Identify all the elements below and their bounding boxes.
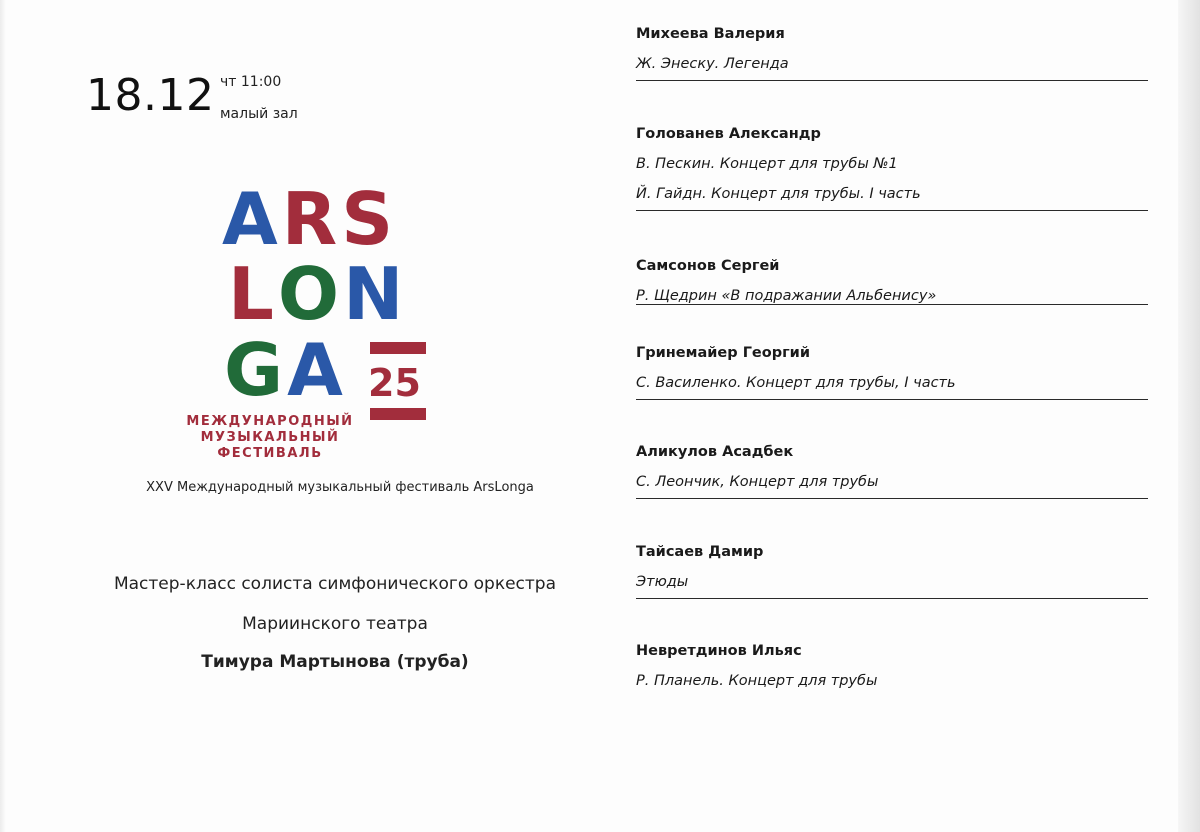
concert-time-venue [220,66,298,130]
performer-work: Этюды [636,574,689,590]
logo-letter: N [343,252,408,336]
logo-letter: G [224,328,288,412]
divider [636,304,1148,305]
logo-bar-top [370,342,426,354]
divider [636,80,1148,81]
performer-name: Тайсаев Дамир [636,544,764,560]
performer-work: С. Леончик, Концерт для трубы [636,474,879,490]
logo-letter: R [281,177,342,261]
divider [636,498,1148,499]
page-edge-left [0,0,6,832]
performer-name: Аликулов Асадбек [636,444,794,460]
logo-letter: O [277,252,344,336]
tagline-line: ФЕСТИВАЛЬ [217,446,323,461]
performer-entry [636,643,1156,689]
performer-work: Р. Щедрин «В подражании Альбенису» [636,288,937,304]
logo-letter: S [341,177,398,261]
concert-date: 18.12 [86,70,215,121]
performer-work: Р. Планель. Концерт для трубы [636,673,878,689]
divider [636,210,1148,211]
masterclass-line-2: Мариинского театра [242,614,428,634]
divider [636,399,1148,400]
logo-row-ga [224,328,347,412]
hall-name: малый зал [220,106,298,122]
logo-bar-bottom [370,408,426,420]
performer-entry [636,345,1156,400]
performer-name: Михеева Валерия [636,26,785,42]
performer-work: Й. Гайдн. Концерт для трубы. I часть [636,186,921,202]
logo-letter: L [228,252,278,336]
masterclass-soloist: Тимура Мартынова (труба) [201,652,469,672]
tagline-line: МЕЖДУНАРОДНЫЙ [186,414,354,429]
page-edge-right [1178,0,1200,832]
performer-entry [636,126,1156,211]
performer-name: Невретдинов Ильяс [636,643,802,659]
logo-row-ars [222,177,398,261]
performer-name: Голованев Александр [636,126,821,142]
performer-name: Самсонов Сергей [636,258,780,274]
festival-subtitle: XXV Международный музыкальный фестиваль ArsLonga [146,480,534,495]
masterclass-line-1: Мастер-класс солиста симфонического оркестра [113,574,557,594]
performer-work: В. Пескин. Концерт для трубы №1 [636,156,898,172]
logo-row-lon [228,252,408,336]
performer-work: Ж. Энеску. Легенда [636,56,789,72]
performer-entry [636,258,1156,305]
performer-work: С. Василенко. Концерт для трубы, I часть [636,375,956,391]
divider [636,598,1148,599]
logo-letter: A [222,177,282,261]
logo-number: 25 [368,361,421,405]
performer-name: Гринемайер Георгий [636,345,810,361]
day-time: чт 11:00 [220,74,282,90]
logo-tagline [180,414,360,462]
performer-entry [636,26,1156,81]
performer-entry [636,544,1156,599]
logo-letter: A [287,328,347,412]
tagline-line: МУЗЫКАЛЬНЫЙ [200,430,340,445]
performer-entry [636,444,1156,499]
